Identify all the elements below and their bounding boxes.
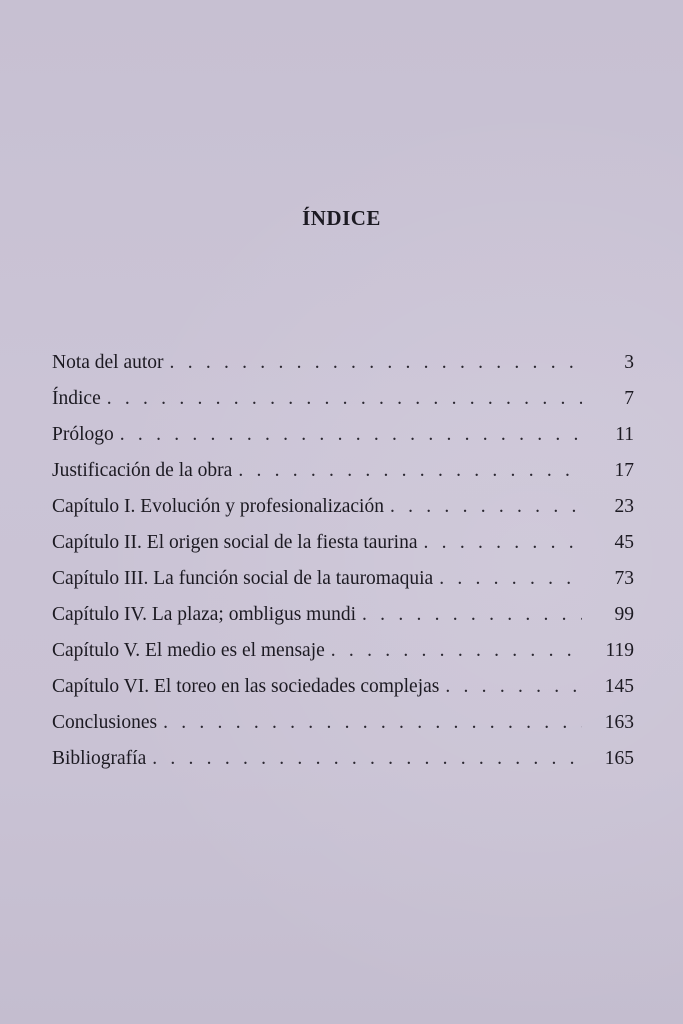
- toc-leader-dots: [163, 705, 582, 741]
- toc-entry: [52, 453, 634, 489]
- page-title: ÍNDICE: [302, 206, 381, 230]
- toc-entry: [52, 597, 634, 633]
- toc-entry-label: Capítulo IV. La plaza; ombligus mundi: [52, 604, 357, 625]
- toc-entry: [52, 381, 634, 417]
- toc-entry-page: 165: [604, 748, 634, 769]
- toc-entry-page: 23: [614, 496, 634, 517]
- toc-leader-dots: [331, 633, 582, 669]
- toc-entry: [52, 489, 634, 525]
- toc-leader-dots: [107, 381, 582, 417]
- toc-leader-dots: [362, 597, 582, 633]
- toc-entry: [52, 741, 634, 777]
- toc-entry-page: 3: [624, 352, 634, 373]
- toc-entry-label: Capítulo V. El medio es el mensaje: [52, 640, 325, 661]
- toc-leader-dots: [238, 453, 582, 489]
- toc-entry-label: Nota del autor: [52, 352, 164, 373]
- toc-entry-label: Bibliografía: [52, 748, 147, 769]
- toc-entry: [52, 561, 634, 597]
- toc-entry-page: 145: [604, 676, 634, 697]
- toc-entry-page: 17: [614, 460, 634, 481]
- toc-entry-label: Capítulo VI. El toreo en las sociedades complejas: [52, 676, 440, 697]
- show-through-text: [190, 850, 195, 871]
- toc-entry: [52, 705, 634, 741]
- toc-entry-label: Conclusiones: [52, 712, 158, 733]
- toc-leader-dots: [439, 561, 582, 597]
- toc-entry-label: Capítulo II. El origen social de la fiesta taurina: [52, 532, 418, 553]
- table-of-contents: [52, 345, 634, 777]
- toc-entry: [52, 417, 634, 453]
- toc-leader-dots: [120, 417, 582, 453]
- toc-entry-page: 99: [614, 604, 634, 625]
- toc-entry-label: Prólogo: [52, 424, 114, 445]
- toc-leader-dots: [152, 741, 582, 777]
- toc-leader-dots: [170, 345, 582, 381]
- toc-entry-page: 11: [615, 424, 634, 445]
- toc-entry: [52, 633, 634, 669]
- toc-entry-page: 163: [604, 712, 634, 733]
- toc-leader-dots: [445, 669, 582, 705]
- toc-entry-label: Justificación de la obra: [52, 460, 233, 481]
- toc-entry: [52, 669, 634, 705]
- toc-entry-page: 119: [605, 640, 634, 661]
- toc-entry-label: Índice: [52, 388, 101, 409]
- toc-leader-dots: [390, 489, 582, 525]
- toc-leader-dots: [424, 525, 582, 561]
- toc-entry-page: 73: [614, 568, 634, 589]
- toc-entry-label: Capítulo III. La función social de la tauromaquia: [52, 568, 434, 589]
- toc-entry-page: 45: [614, 532, 634, 553]
- toc-entry-label: Capítulo I. Evolución y profesionalización: [52, 496, 384, 517]
- toc-entry: [52, 345, 634, 381]
- toc-entry-page: 7: [624, 388, 634, 409]
- toc-entry: [52, 525, 634, 561]
